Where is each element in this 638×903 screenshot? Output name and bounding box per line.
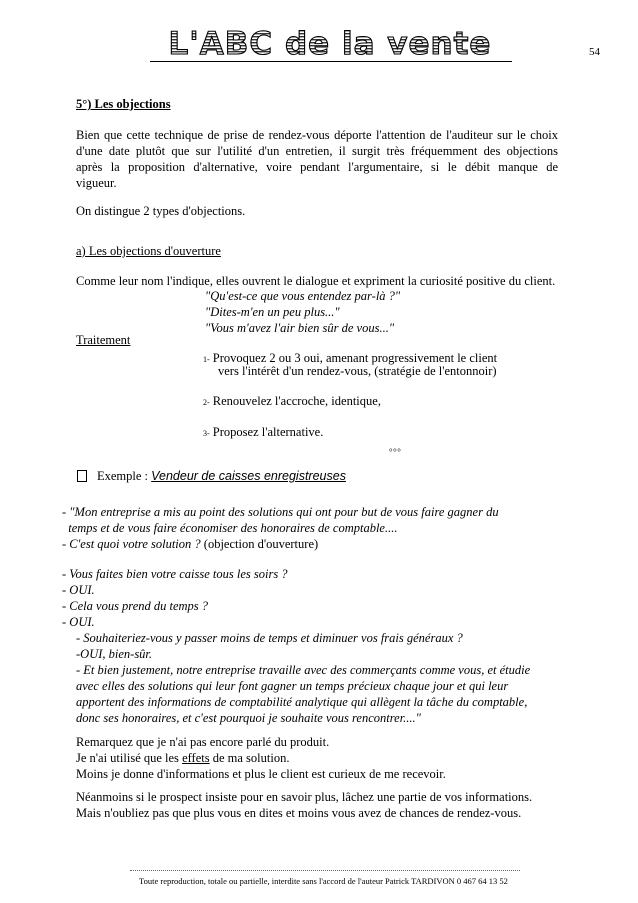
subsection-a-intro: Comme leur nom l'indique, elles ouvrent le dialogue et expriment la curiosité positive du client. — [76, 274, 556, 288]
step-3-text: Proposez l'alternative. — [212, 425, 324, 439]
dialogue-line-11: avec elles des solutions qui leur font gagner un temps précieux chaque jour et qui leur — [76, 679, 509, 693]
step-1-number: 1- — [203, 355, 210, 364]
example-label: Exemple : — [97, 469, 149, 483]
intro-line-1: Bien que cette technique de prise de rendez-vous déporte l'attention de l'auditeur sur le choix — [76, 128, 558, 142]
step-2 — [203, 393, 381, 411]
subsection-a-title: a) Les objections d'ouverture — [76, 244, 221, 258]
dialogue-line-3 — [62, 536, 318, 552]
treatment-label: Traitement — [76, 333, 131, 347]
step-1-text: Provoquez 2 ou 3 oui, amenant progressivement le client — [212, 351, 498, 365]
closing-line-2-emphasis: effets — [182, 751, 210, 765]
closing-line-2 — [76, 750, 289, 766]
dialogue-line-7: - OUI. — [62, 615, 95, 629]
separator-mark: °°° — [389, 447, 402, 457]
step-1-continuation: vers l'intérêt d'un rendez-vous, (stratégie de l'entonnoir) — [218, 364, 497, 378]
page-number: 54 — [589, 46, 600, 58]
section-title: 5°) Les objections — [76, 97, 171, 111]
dialogue-line-4: - Vous faites bien votre caisse tous les soirs ? — [62, 567, 288, 581]
abc-de-la-vente-banner-logo — [150, 30, 510, 58]
dialogue-line-8: - Souhaiteriez-vous y passer moins de temps et diminuer vos frais généraux ? — [76, 631, 463, 645]
distinguish-text: On distingue 2 types d'objections. — [76, 204, 246, 218]
dialogue-line-6: - Cela vous prend du temps ? — [62, 599, 209, 613]
step-2-number: 2- — [203, 398, 210, 407]
footer-rule — [130, 870, 520, 871]
objection-note: (objection d'ouverture) — [203, 537, 319, 551]
dialogue-line-3-text: - C'est quoi votre solution ? — [62, 537, 201, 551]
step-2-text: Renouvelez l'accroche, identique, — [212, 394, 381, 408]
footer-copyright: Toute reproduction, totale ou partielle, interdite sans l'accord de l'auteur Patrick TARDIVON 0 467 64 13 52 — [139, 876, 508, 886]
closing-line-2-end: de ma solution. — [209, 751, 290, 765]
dialogue-line-2: temps et de vous faire économiser des honoraires de comptable.... — [62, 521, 398, 535]
header-rule — [150, 61, 512, 62]
step-3-number: 3- — [203, 429, 210, 438]
dialogue-line-5: - OUI. — [62, 583, 95, 597]
closing-line-5: Mais n'oubliez pas que plus vous en dites et moins vous avez de chances de rendez-vous. — [76, 806, 522, 820]
dialogue-line-9: -OUI, bien-sûr. — [76, 647, 153, 661]
quote-1: "Qu'est-ce que vous entendez par-là ?" — [205, 289, 401, 303]
step-3 — [203, 424, 323, 442]
dialogue-line-13: donc ses honoraires, et c'est pourquoi je souhaite vous rencontrer...." — [76, 711, 421, 725]
closing-line-4: Néanmoins si le prospect insiste pour en savoir plus, lâchez une partie de vos informations. — [76, 790, 533, 804]
intro-line-4: vigueur. — [76, 176, 117, 190]
closing-line-3: Moins je donne d'informations et plus le client est curieux de me recevoir. — [76, 767, 446, 781]
closing-line-1: Remarquez que je n'ai pas encore parlé du produit. — [76, 735, 330, 749]
closing-line-2-start: Je n'ai utilisé que les — [76, 751, 183, 765]
quote-2: "Dites-m'en un peu plus..." — [205, 305, 340, 319]
example-heading — [97, 468, 346, 484]
checkbox-bullet-icon — [77, 470, 87, 482]
example-title-link[interactable]: Vendeur de caisses enregistreuses — [151, 469, 346, 483]
intro-line-2: d'une date plutôt que sur l'utilité d'un entretien, il surgit très fréquemment des objections — [76, 144, 558, 158]
dialogue-line-1: - "Mon entreprise a mis au point des solutions qui ont pour but de vous faire gagner du — [62, 505, 499, 519]
dialogue-line-10: - Et bien justement, notre entreprise travaille avec des commerçants comme vous, et étudie — [76, 663, 531, 677]
dialogue-line-12: apportent des informations de comptabilité analytique qui allègent la tâche du comptable, — [76, 695, 528, 709]
svg-text:L'ABC de la vente: L'ABC de la vente — [168, 30, 492, 58]
quote-3: "Vous m'avez l'air bien sûr de vous..." — [205, 321, 395, 335]
intro-line-3: après la proposition d'alternative, voire pendant l'argumentaire, si le débit manque de — [76, 160, 558, 174]
